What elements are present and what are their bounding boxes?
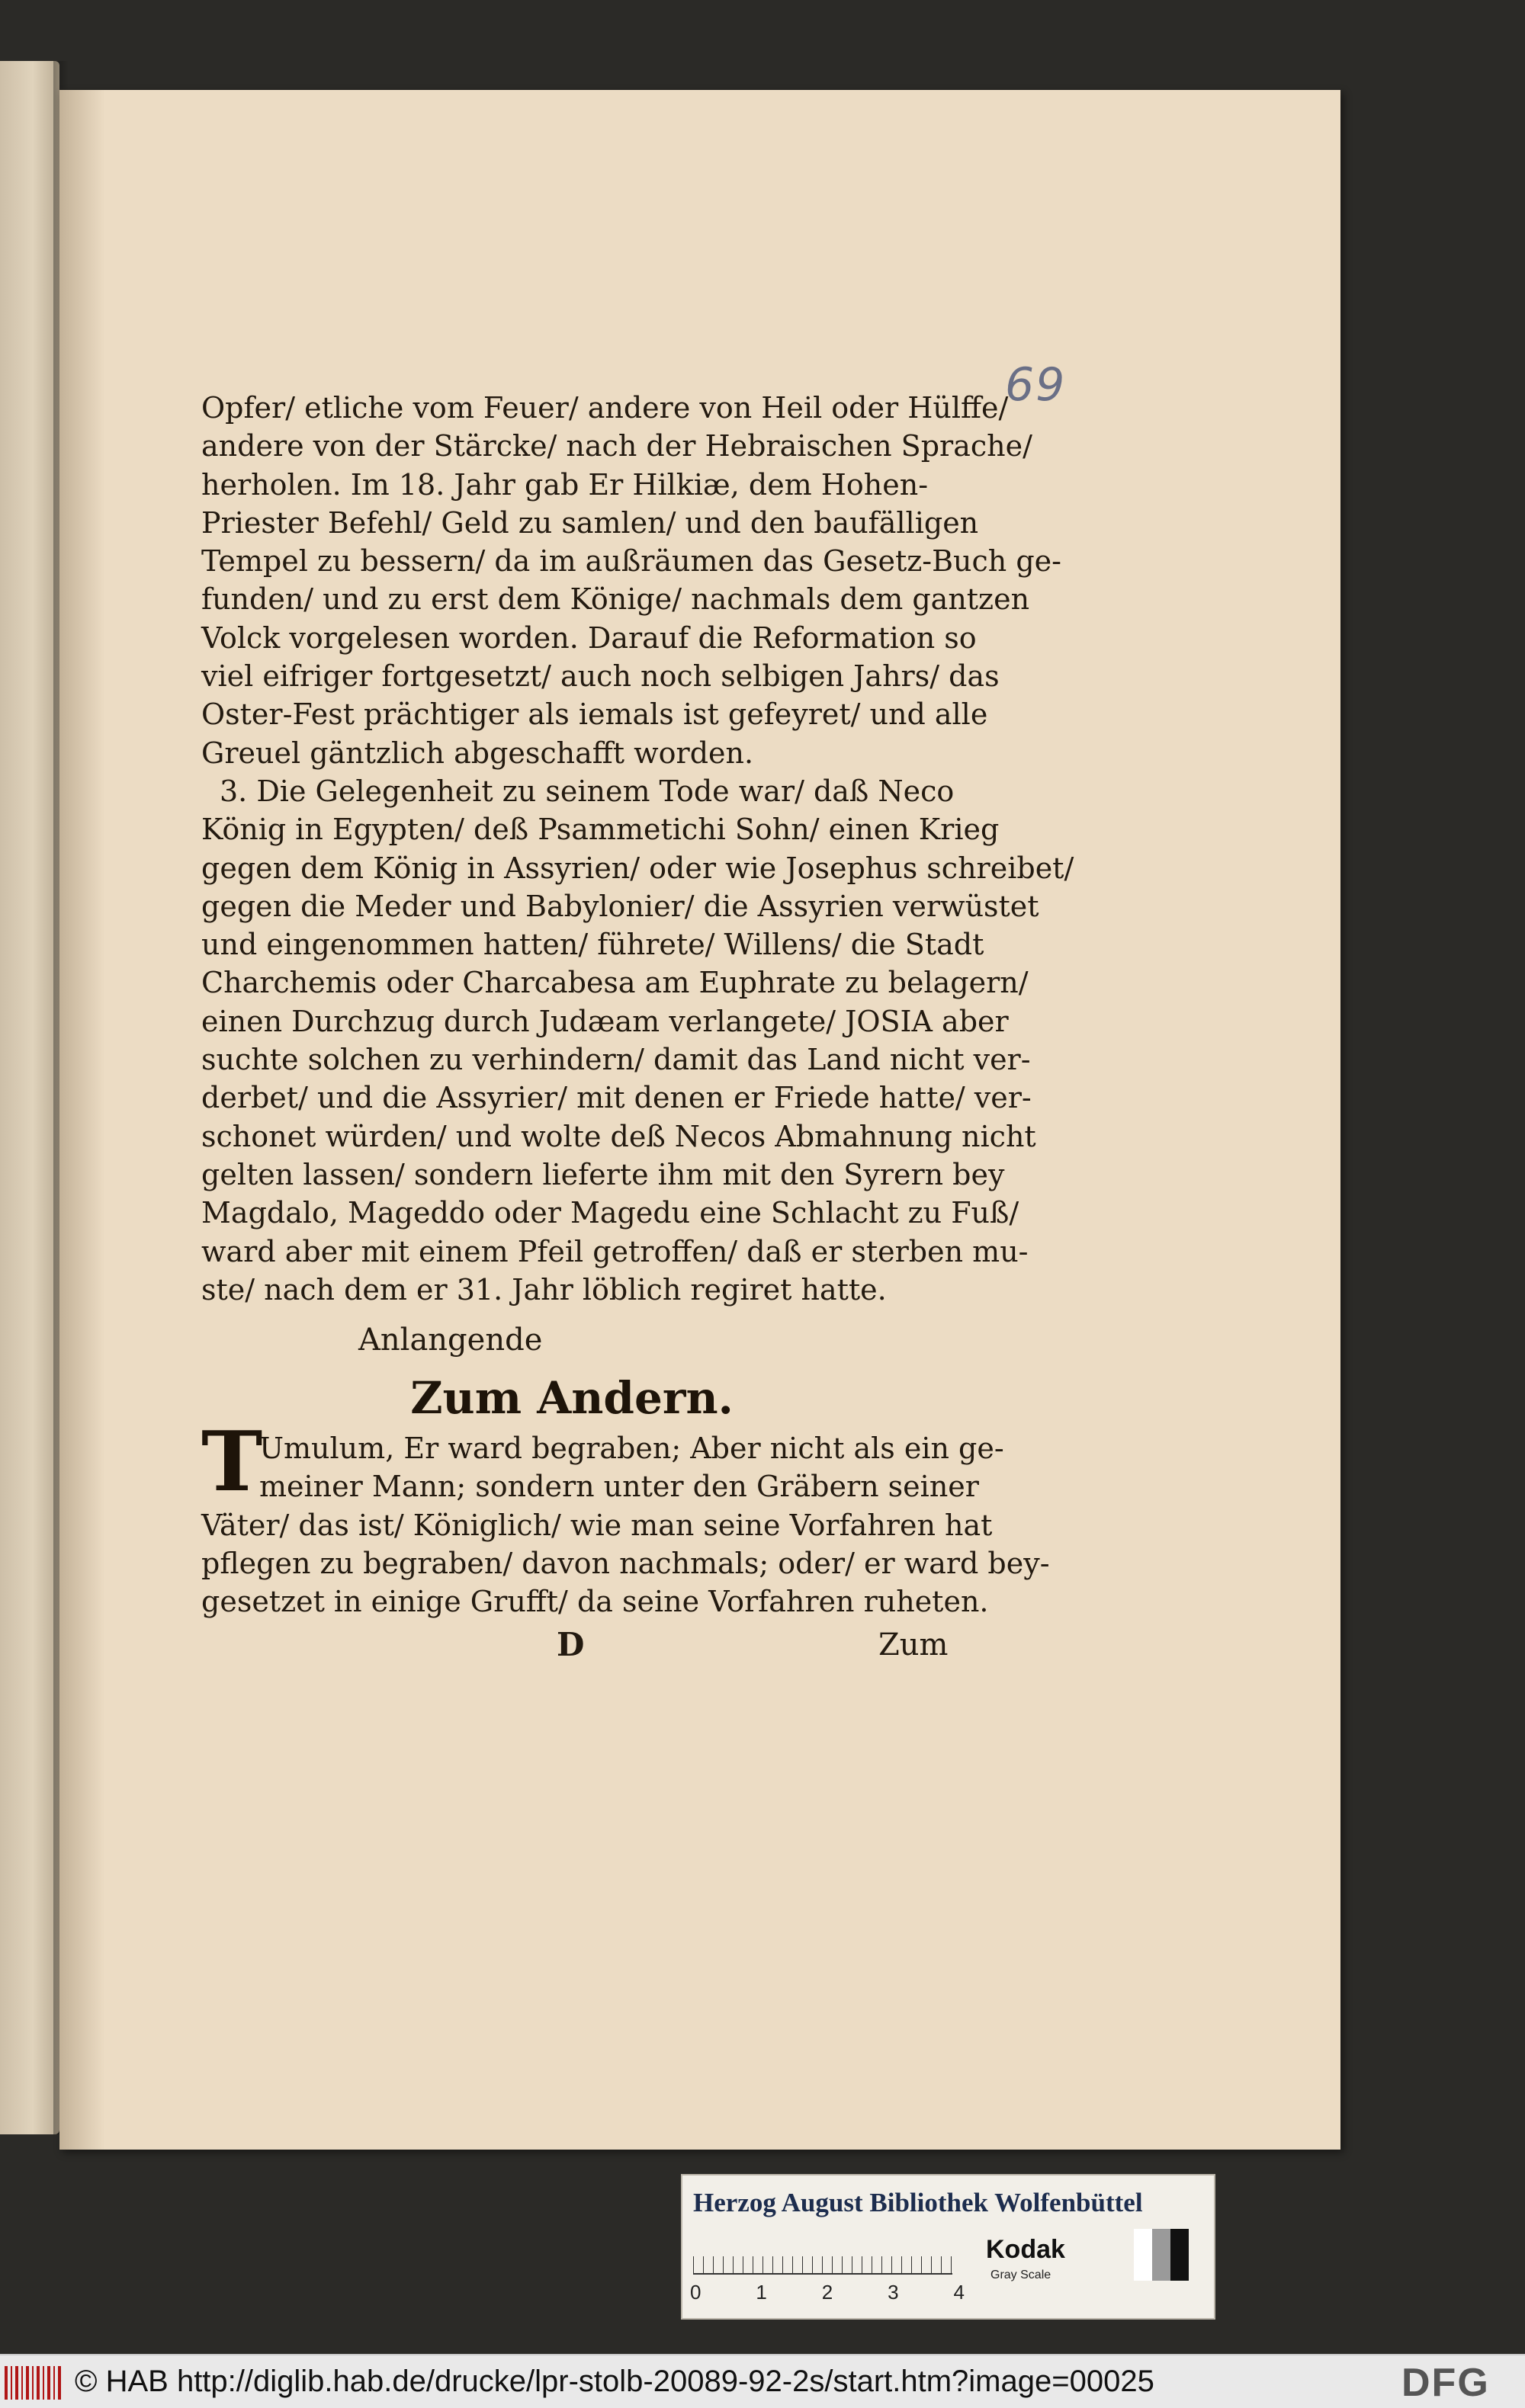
facing-page-edge xyxy=(0,61,59,2134)
ruler-number: 2 xyxy=(821,2281,833,2304)
text-line: herholen. Im 18. Jahr gab Er Hilkiæ, dem Hohen- xyxy=(201,467,929,502)
text-line: andere von der Stärcke/ nach der Hebraischen Sprache/ xyxy=(201,429,1032,463)
swatch-black xyxy=(1170,2229,1189,2281)
footer-url[interactable]: © HAB http://diglib.hab.de/drucke/lpr-stolb-20089-92-2s/start.htm?image=00025 xyxy=(75,2365,1154,2398)
ruler-number: 0 xyxy=(690,2281,702,2304)
text-line: ward aber mit einem Pfeil getroffen/ daß er sterben mu- xyxy=(201,1234,1029,1268)
ruler-number: 1 xyxy=(756,2281,767,2304)
text-line: Tempel zu bessern/ da im außräumen das Gesetz-Buch ge- xyxy=(201,544,1061,579)
text-line: einen Durchzug durch Judæam verlangete/ JOSIA aber xyxy=(201,1004,1009,1038)
measurement-ruler xyxy=(693,2236,952,2275)
kodak-brand: Kodak xyxy=(986,2235,1065,2264)
text-line: Priester Befehl/ Geld zu samlen/ und den baufälligen xyxy=(201,505,979,540)
text-line: Umulum, Er ward begraben; Aber nicht als ein ge- xyxy=(259,1432,1004,1465)
folio-number: 69 xyxy=(1005,358,1067,412)
text-line: gesetzet in einige Grufft/ da seine Vorfahren ruheten. xyxy=(201,1585,989,1619)
text-line: Oster-Fest prächtiger als iemals ist gefeyret/ und alle xyxy=(201,697,988,732)
gray-scale-label: Gray Scale xyxy=(990,2269,1051,2281)
text-line: viel eifriger fortgesetzt/ auch noch selbigen Jahrs/ das xyxy=(201,659,1000,694)
gray-swatches xyxy=(1134,2229,1189,2281)
text-line: ste/ nach dem er 31. Jahr löblich regiret hatte. xyxy=(201,1272,887,1307)
text-line: funden/ und zu erst dem Könige/ nachmals dem gantzen xyxy=(201,582,1030,617)
text-line: derbet/ und die Assyrier/ mit denen er Friede hatte/ ver- xyxy=(201,1081,1032,1115)
swatch-white xyxy=(1134,2229,1152,2281)
text-line: schonet würden/ und wolte deß Necos Abmahnung nicht xyxy=(201,1119,1036,1153)
dfg-logo: DFG xyxy=(1401,2361,1490,2405)
text-line: 3. Die Gelegenheit zu seinem Tode war/ daß Neco xyxy=(220,774,955,808)
color-calibration-card xyxy=(681,2174,1215,2320)
text-line: gelten lassen/ sondern lieferte ihm mit den Syrern bey xyxy=(201,1157,1005,1191)
paragraph-3 xyxy=(201,1429,1050,1621)
drop-cap: T xyxy=(201,1414,263,1510)
text-line: suchte solchen zu verhindern/ damit das Land nicht ver- xyxy=(201,1043,1031,1077)
text-line: Charchemis oder Charcabesa am Euphrate zu belagern/ xyxy=(201,966,1029,1000)
text-line: Greuel gäntzlich abgeschafft worden. xyxy=(201,736,754,770)
text-line: König in Egypten/ deß Psammetichi Sohn/ einen Krieg xyxy=(201,813,1000,847)
section-intro: Anlangende xyxy=(358,1323,543,1358)
text-line: Magdalo, Mageddo oder Magedu eine Schlacht zu Fuß/ xyxy=(201,1196,1019,1230)
text-line: gegen die Meder und Babylonier/ die Assyrien verwüstet xyxy=(201,889,1039,923)
swatch-gray xyxy=(1152,2229,1170,2281)
catchword: Zum xyxy=(878,1627,949,1663)
text-line: gegen dem König in Assyrien/ oder wie Josephus schreibet/ xyxy=(201,851,1074,885)
text-line: Opfer/ etliche vom Feuer/ andere von Heil oder Hülffe/ xyxy=(201,391,1009,425)
text-line: meiner Mann; sondern unter den Gräbern seiner xyxy=(259,1470,979,1504)
barcode-icon xyxy=(5,2366,63,2400)
signature-mark: D xyxy=(557,1626,585,1663)
text-line: und eingenommen hatten/ führete/ Willens/ die Stadt xyxy=(201,928,984,962)
text-line: Väter/ das ist/ Königlich/ wie man seine Vorfahren hat xyxy=(201,1508,993,1542)
text-line: Volck vorgelesen worden. Darauf die Reformation so xyxy=(201,620,977,655)
footer-bar xyxy=(0,2354,1525,2408)
text-line: pflegen zu begraben/ davon nachmals; oder/ er ward bey- xyxy=(201,1546,1050,1580)
ruler-number: 4 xyxy=(953,2281,965,2304)
ruler-number: 3 xyxy=(888,2281,899,2304)
library-name: Herzog August Bibliothek Wolfenbüttel xyxy=(693,2188,1143,2217)
paragraph-1 xyxy=(201,389,1074,1309)
ruler-numbers xyxy=(690,2281,965,2304)
section-heading-text: Zum Andern. xyxy=(410,1372,734,1424)
